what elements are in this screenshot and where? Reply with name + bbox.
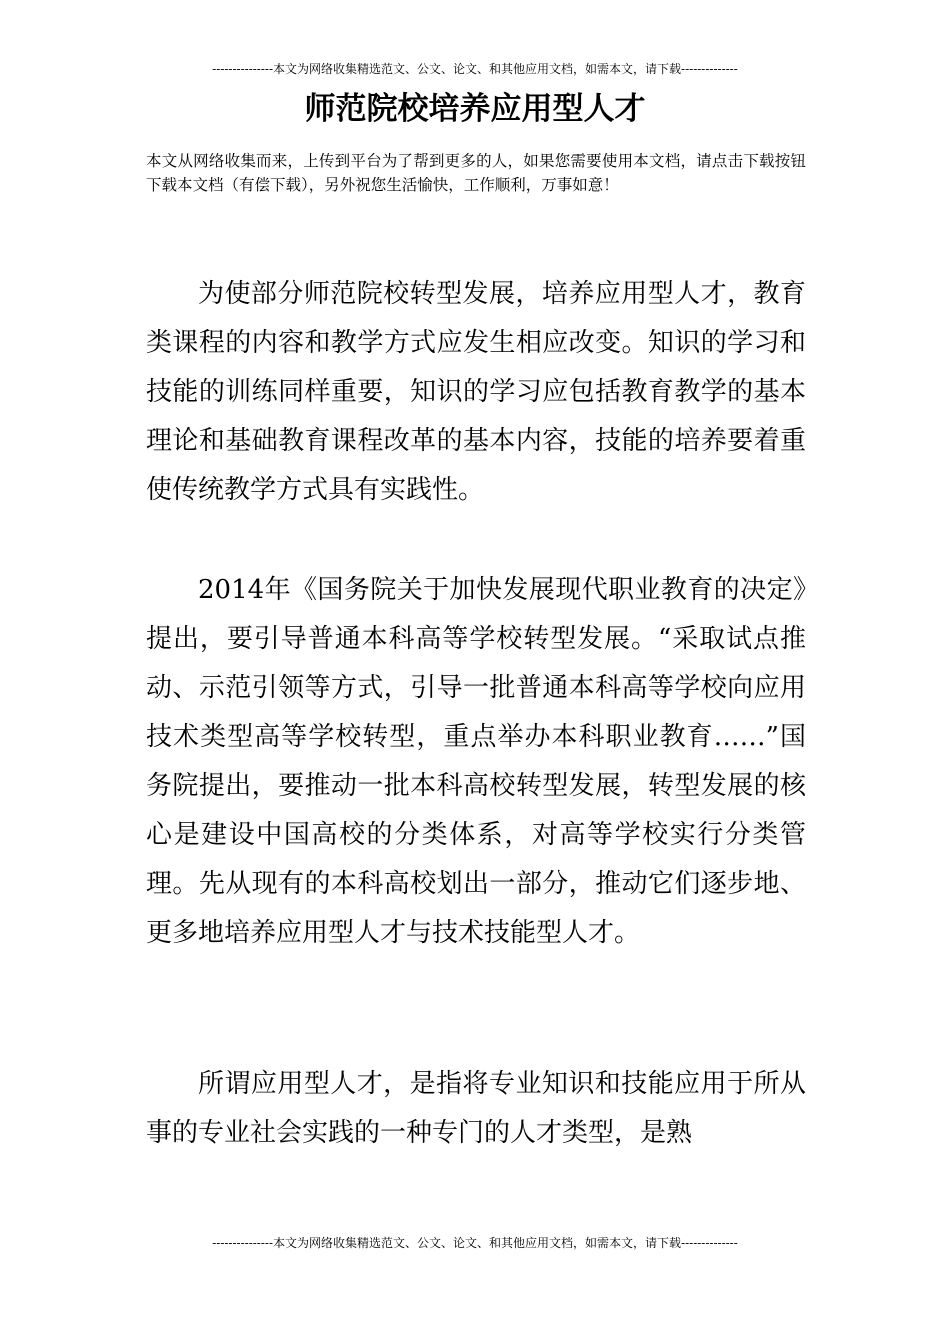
body-paragraph-3: 所谓应用型人才，是指将专业知识和技能应用于所从事的专业社会实践的一种专门的人才类型，是熟 <box>146 1069 806 1148</box>
body-paragraph-1: 为使部分师范院校转型发展，培养应用型人才，教育类课程的内容和教学方式应发生相应改变。知识的学习和技能的训练同样重要，知识的学习应包括教育教学的基本理论和基础教育课程改革的基本内容，技能的培养要着重使传统教学方式具有实践性。 <box>146 279 806 505</box>
body-paragraph-2: 2014年《国务院关于加快发展现代职业教育的决定》提出，要引导普通本科高等学校转型发展。“采取试点推动、示范引领等方式，引导一批普通本科高等学校向应用技术类型高等学校转型，重点举办本科职业教育……”国务院提出，要推动一批本科高校转型发展，转型发展的核心是建设中国高校的分类体系，对高等学校实行分类管理。先从现有的本科高校划出一部分，推动它们逐步地、更多地培养应用型人才与技术技能型人才。 <box>146 575 806 948</box>
document-title: 师范院校培养应用型人才 <box>304 91 646 127</box>
intro-note: 本文从网络收集而来，上传到平台为了帮到更多的人，如果您需要使用本文档，请点击下载按钮下载本文档（有偿下载），另外祝您生活愉快，工作顺利，万事如意！ <box>146 152 806 194</box>
running-header: ---------------本文为网络收集精选范文、公文、论文、和其他应用文档，如需本文，请下载-------------- <box>212 62 738 76</box>
running-footer: ---------------本文为网络收集精选范文、公文、论文、和其他应用文档，如需本文，请下载-------------- <box>212 1236 738 1250</box>
